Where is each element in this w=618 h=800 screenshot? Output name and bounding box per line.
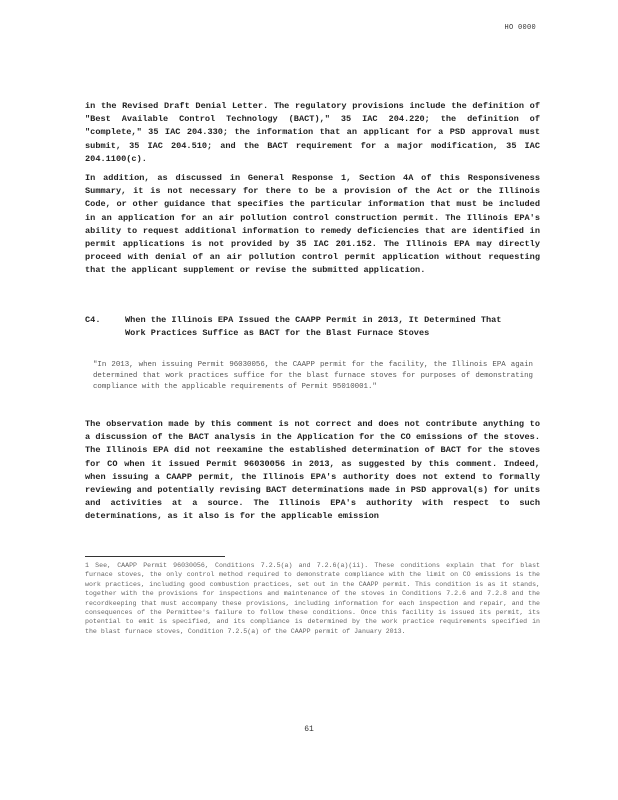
section-number: C4. xyxy=(85,315,101,325)
comment-quote: "In 2013, when issuing Permit 96030056, the CAAPP permit for the facility, the Illinois EPA again determined that work practices suffice for the blast furnace stoves for purposes of demonstrating compliance with the applicable requirements of Permit 95010001." xyxy=(93,361,533,391)
section-title: When the Illinois EPA Issued the CAAPP Permit in 2013, It Determined That Work Practices Suffice as BACT for the Blast Furnace Stoves xyxy=(125,315,502,339)
section-heading xyxy=(85,314,540,340)
paragraph-regulatory-provisions: in the Revised Draft Denial Letter. The regulatory provisions include the definition of "Best Available Control Technology (BACT)," 35 IAC 204.220; the definition of "complete," 35 IAC 204.330; the information that an applicant for a PSD approval must submit, 35 IAC 204.510; and the BACT requirement for a major modification, 35 IAC 204.1100(c). xyxy=(85,101,540,164)
footnote-text: 1 See, CAAPP Permit 96030056, Conditions 7.2.5(a) and 7.2.6(a)(ii). These conditions explain that for blast furnace stoves, the only control method required to demonstrate compliance with the limit on CO emissions is the work practices, including good combustion practices, set out in the CAAPP permit. This condition is as it stands, together with the provisions for inspections and maintenance of the stoves in Conditions 7.2.6 and 7.2.8 and the recordkeeping that must accompany these provisions, including information for each inspection and repair, and the consequences of the Permittee's failure to follow these conditions. Once this facility is issued its permit, its potential to emit is specified, and its compliance is determined by the work practice requirements specified in the blast furnace stoves, Condition 7.2.5(a) of the CAAPP permit of January 2013. xyxy=(85,562,540,635)
paragraph-response: The observation made by this comment is not correct and does not contribute anything to a discussion of the BACT analysis in the Application for the CO emissions of the stoves. The Illinois EPA did not reexamine the established determination of BACT for the stoves for CO when it issued Permit 96030056 in 2013, as suggested by this comment. Indeed, when issuing a CAAPP permit, the Illinois EPA's authority does not extend to formally reviewing and potentially revising BACT determinations made in PSD approval(s) for units and activities at a source. The Illinois EPA's authority with respect to such determinations, as it also is for the applicable emission xyxy=(85,419,540,522)
page-number: 61 xyxy=(304,725,314,734)
header-reference: HO 0000 xyxy=(504,24,536,32)
footnote-divider xyxy=(85,556,225,557)
paragraph-in-addition: In addition, as discussed in General Response 1, Section 4A of this Responsiveness Summary, it is not necessary for there to be a provision of the Act or the Illinois Code, or other guidance that specifies the particular information that must be included in an application for an air pollution control construction permit. The Illinois EPA's ability to request additional information to remedy deficiencies that are identified in permit applications is not provided by 35 IAC 201.152. The Illinois EPA may directly proceed with denial of an air pollution control permit application without requesting that the applicant supplement or revise the submitted application. xyxy=(85,173,540,276)
